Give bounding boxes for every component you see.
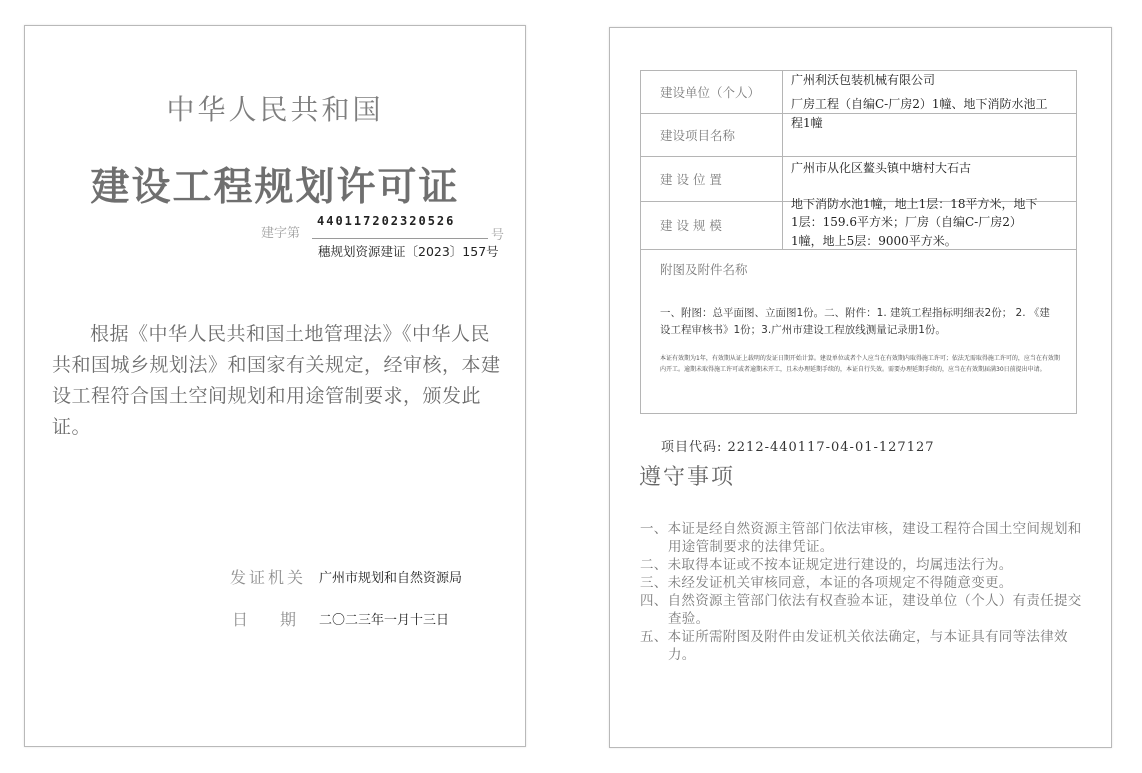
- rule-item: 五、本证所需附图及附件由发证机关依法确定，与本证具有同等法律效力。: [640, 629, 1068, 663]
- rule-item: 二、未取得本证或不按本证规定进行建设的，均属违法行为。: [640, 557, 1013, 573]
- certificate-front-page: [24, 25, 526, 747]
- certificate-number-underline: [312, 238, 488, 239]
- certificate-statement: 根据《中华人民共和国土地管理法》《中华人民共和国城乡规划法》和国家有关规定，经审核，本建设工程符合国土空间规划和用途管制要求，颁发此证。: [52, 323, 501, 438]
- scale-line1: 地下消防水池1幢，地上1层：18平方米，地下: [791, 197, 1038, 211]
- issuer-label: 发证机关: [230, 568, 307, 587]
- issuer-value: 广州市规划和自然资源局: [319, 571, 463, 586]
- scale-line3: 1幢，地上5层：9000平方米。: [791, 234, 957, 248]
- project-code: 项目代码: 2212-440117-04-01-127127: [661, 440, 935, 455]
- table-row-scale: [641, 197, 1076, 250]
- rule-item: 四、自然资源主管部门依法有权查验本证，建设单位（个人）有责任提交查验。: [640, 593, 1082, 627]
- table-row-project: [641, 113, 1076, 157]
- certificate-number-prefix: 建字第: [261, 226, 301, 241]
- table-row-unit: [641, 71, 1076, 114]
- rules-heading: 遵守事项: [639, 465, 736, 490]
- validity-notice: 本证有效期为1年，有效期从证上载明的发证日期开始计算。建设单位或者个人应当在有效期内取得施工许可；依法无需取得施工许可的，应当在有效期内开工。逾期未取得施工许可或者逾期未开工，且未办理延期手续的，本证自行失效。需要办理延期手续的，应当在有效期届满30日前提出申请。: [660, 355, 1060, 373]
- scale-label: 建 设 规 模: [641, 201, 783, 249]
- attachments-label: 附图及附件名称: [660, 262, 748, 277]
- location-label: 建 设 位 置: [641, 156, 783, 201]
- certificate-back-page: [609, 27, 1112, 748]
- document-reference: 穗规划资源建证〔2023〕157号: [318, 244, 499, 259]
- certificate-number: 440117202320526: [317, 214, 456, 228]
- location-value: 广州市从化区鳌头镇中塘村大石古: [791, 161, 972, 175]
- date-value: 二〇二三年一月十三日: [319, 613, 450, 628]
- attachments-text: 一、附图：总平面图、立面图1份。二、附件：1. 建筑工程指标明细表2份； 2. 《建设工程审核书》1份；3.广州市建设工程放线测量记录册1份。: [660, 307, 1050, 336]
- certificate-number-suffix: 号: [491, 228, 505, 243]
- rule-item: 三、未经发证机关审核同意，本证的各项规定不得随意变更。: [640, 575, 1013, 591]
- certificate-title: 建设工程规划许可证: [90, 165, 460, 210]
- project-name-line1: 厂房工程（自编C-厂房2）1幢、地下消防水池工: [791, 97, 1048, 111]
- date-label: 日期: [232, 610, 329, 629]
- scale-line2: 1层：159.6平方米；厂房（自编C-厂房2）: [791, 215, 1022, 229]
- unit-label: 建设单位（个人）: [641, 71, 783, 113]
- project-info-table: [640, 70, 1077, 414]
- rules-list: [640, 520, 1090, 664]
- rule-item: 一、本证是经自然资源主管部门依法审核，建设工程符合国土空间规划和用途管制要求的法律凭证。: [640, 521, 1082, 555]
- unit-value: 广州利沃包装机械有限公司: [791, 73, 936, 87]
- project-name-line2: 程1幢: [791, 116, 823, 130]
- project-label: 建设项目名称: [641, 113, 783, 156]
- country-name: 中华人民共和国: [166, 93, 384, 126]
